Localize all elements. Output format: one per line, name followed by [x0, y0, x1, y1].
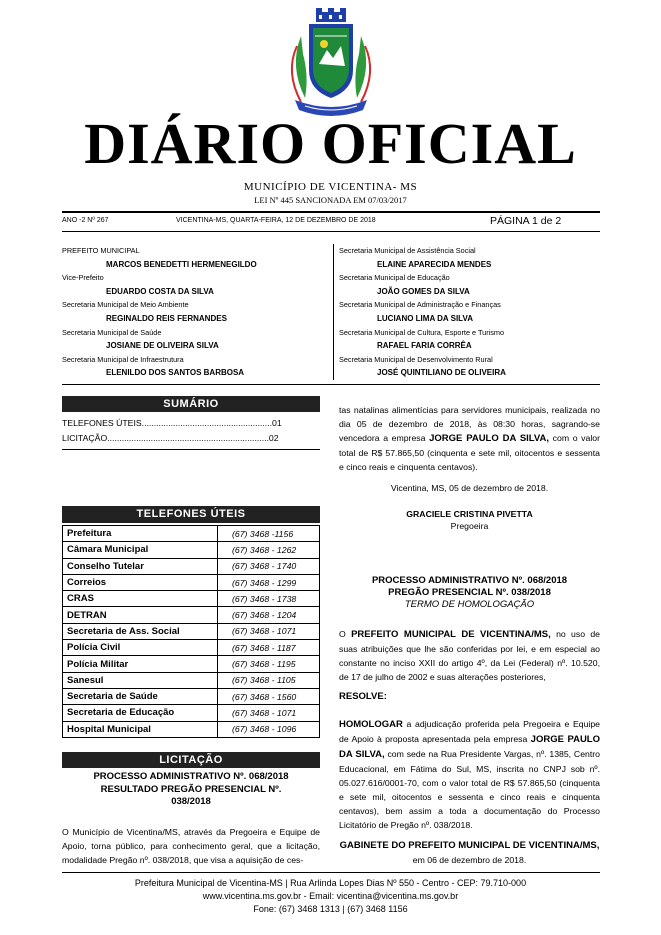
text: a adjudicação proferida pela Pregoeira e Equipe de Apoio à proposta apresentada pela empresa: [339, 719, 600, 744]
table-row: [63, 656, 320, 672]
divider: [62, 449, 320, 450]
staff-name: JOSIANE DE OLIVEIRA SILVA: [106, 341, 219, 351]
pregao-number: PREGÃO PRESENCIAL Nº. 038/2018: [388, 587, 551, 598]
staff-name: EDUARDO COSTA DA SILVA: [106, 286, 214, 296]
phone-number: (67) 3468 -1156: [218, 526, 320, 542]
company-name: JORGE PAULO DA SILVA,: [429, 433, 550, 444]
staff-name: ELAINE APARECIDA MENDES: [377, 259, 492, 269]
phone-service-name: Sanesul: [63, 672, 218, 688]
phone-number: (67) 3468 - 1204: [218, 607, 320, 623]
table-row: [63, 640, 320, 656]
staff-name: ELENILDO DOS SANTOS BARBOSA: [106, 368, 245, 378]
column-divider: [333, 244, 334, 380]
table-row: [63, 688, 320, 704]
resolve-label: RESOLVE:: [339, 691, 387, 702]
signer-name: GRACIELE CRISTINA PIVETTA: [406, 509, 533, 519]
process-number: PROCESSO ADMINISTRATIVO Nº. 068/2018: [371, 575, 568, 586]
summary-item: TELEFONES ÚTEIS......................................................01: [62, 418, 282, 428]
summary-list: [62, 416, 320, 445]
licitacao-paragraph: O Município de Vicentina/MS, através da Pregoeira e Equipe de Apoio, torna público, para conhecimento geral, que a licitação, modalidade Pregão nº. 038/2018, que visa a aquisição de ces-: [62, 827, 320, 865]
phone-service-name: Correios: [63, 574, 218, 590]
text: PREFEITO MUNICIPAL DE VICENTINA/MS,: [351, 629, 551, 640]
table-row: [63, 526, 320, 542]
phone-service-name: CRAS: [63, 591, 218, 607]
phone-number: (67) 3468 - 1096: [218, 721, 320, 737]
table-row: [63, 623, 320, 639]
staff-role: Secretaria Municipal de Desenvolvimento Rural: [339, 354, 493, 364]
phone-service-name: Secretaria de Saúde: [63, 688, 218, 704]
licitacao-title-line: PROCESSO ADMINISTRATIVO Nº. 068/2018: [93, 771, 289, 782]
masthead-title: DIÁRIO OFICIAL: [84, 111, 577, 176]
text: em 06 de dezembro de 2018.: [412, 855, 527, 865]
coat-of-arms-icon: [283, 6, 379, 118]
text: O: [339, 629, 352, 639]
phones-table: [62, 525, 320, 738]
licitacao-heading: LICITAÇÃO: [62, 752, 320, 768]
licitacao-title-line: 038/2018: [171, 796, 211, 807]
phone-service-name: Secretaria de Ass. Social: [63, 623, 218, 639]
edition-number: ANO -2 Nº 267: [62, 217, 109, 224]
issue-date: VICENTINA-MS, QUARTA-FEIRA, 12 DE DEZEMBRO DE 2018: [176, 217, 376, 224]
staff-left: [62, 244, 332, 380]
text: HOMOLOGAR: [339, 719, 403, 730]
staff-role: Secretaria Municipal de Educação: [339, 273, 450, 283]
staff-role: Secretaria Municipal de Meio Ambiente: [62, 300, 189, 310]
text: com sede na Rua Presidente Vargas, nº. 1385, Centro Educacional, em Fátima do Sul, MS, inscrita no CNPJ sob nº. 05.027.616/0001-70, com o valor total de R$ 57.865,50 (cinquenta e sete mil, oitocentos e sessenta e cinco reais e cinquenta centavos), bem assim a toda a documentação do Processo Licitatório de Pregão nº. 038/2018.: [339, 749, 601, 830]
staff-right: [339, 244, 601, 380]
staff-name: RAFAEL FARIA CORRÊA: [377, 341, 472, 351]
footer-address: Prefeitura Municipal de Vicentina-MS | Rua Arlinda Lopes Dias Nº 550 - Centro - CEP: 79.710-000: [134, 878, 527, 888]
divider: [62, 231, 600, 232]
phone-service-name: Câmara Municipal: [63, 542, 218, 558]
staff-name: MARCOS BENEDETTI HERMENEGILDO: [106, 259, 257, 269]
staff-name: REGINALDO REIS FERNANDES: [106, 313, 227, 323]
table-row: [63, 542, 320, 558]
staff-name: LUCIANO LIMA DA SILVA: [377, 313, 473, 323]
company-name: JORGE PAULO DA SILVA,: [339, 734, 601, 760]
summary-heading: SUMÁRIO: [62, 396, 320, 412]
footer: [0, 877, 661, 916]
page-number: PÁGINA 1 de 2: [490, 215, 562, 227]
place-date: Vicentina, MS, 05 de dezembro de 2018.: [390, 483, 549, 493]
table-row: [63, 574, 320, 590]
phone-service-name: Prefeitura: [63, 526, 218, 542]
phone-number: (67) 3468 - 1299: [218, 574, 320, 590]
phone-number: (67) 3468 - 1187: [218, 640, 320, 656]
phone-service-name: Secretaria de Educação: [63, 705, 218, 721]
footer-web: www.vicentina.ms.gov.br - Email: vicentina@vicentina.ms.gov.br: [202, 891, 459, 901]
staff-role: Secretaria Municipal de Infraestrutura: [62, 354, 184, 364]
phone-number: (67) 3468 - 1560: [218, 688, 320, 704]
table-row: [63, 607, 320, 623]
divider: [62, 384, 600, 385]
homologation-heading: [339, 575, 600, 611]
table-row: [63, 558, 320, 574]
homologation-intro: [339, 627, 600, 684]
footer-phone: Fone: (67) 3468 1313 | (67) 3468 1156: [253, 904, 408, 914]
phone-number: (67) 3468 - 1262: [218, 542, 320, 558]
phone-number: (67) 3468 - 1195: [218, 656, 320, 672]
staff-role: Secretaria Municipal de Cultura, Esporte e Turismo: [339, 327, 505, 337]
staff-role: PREFEITO MUNICIPAL: [62, 246, 140, 255]
award-paragraph: [339, 403, 600, 474]
phones-heading: TELEFONES ÚTEIS: [62, 506, 320, 523]
phone-number: (67) 3468 - 1738: [218, 591, 320, 607]
table-row: [63, 591, 320, 607]
text: com o valor total de R$ 57.865,50 (cinquenta e sete mil, oitocentos e sessenta e cinco reais e cinquenta centavos).: [339, 433, 600, 472]
phone-service-name: Hospital Municipal: [63, 721, 218, 737]
table-row: [63, 705, 320, 721]
text: GABINETE DO PREFEITO MUNICIPAL DE VICENTINA/MS,: [339, 840, 600, 851]
summary-item: LICITAÇÃO...................................................................02: [62, 432, 279, 443]
signer-role: Pregoeira: [450, 521, 489, 531]
phone-number: (67) 3468 - 1105: [218, 672, 320, 688]
phone-number: (67) 3468 - 1071: [218, 623, 320, 639]
staff-name: JOSÉ QUINTILIANO DE OLIVEIRA: [377, 368, 506, 378]
licitacao-title-line: RESULTADO PREGÃO PRESENCIAL Nº.: [100, 783, 282, 795]
licitacao-title: [62, 771, 320, 809]
phone-service-name: Conselho Tutelar: [63, 558, 218, 574]
staff-role: Vice-Prefeito: [62, 273, 104, 283]
text: tas natalinas alimentícias para servidores municipais, realizada no dia 05 de dezembro de 2018, às 08:30 horas, sagrando-se vencedora a empresa: [339, 405, 600, 443]
text: no uso de suas atribuições que lhe são conferidas por lei, e em especial ao constante no inciso XXII do artigo 4º, da Lei (Federal) nº. 10.520, de 17 de julho de 2002 e suas alterações posteriores,: [339, 629, 601, 682]
staff-name: JOÃO GOMES DA SILVA: [377, 286, 470, 296]
phone-service-name: DETRAN: [63, 607, 218, 623]
phone-number: (67) 3468 - 1071: [218, 705, 320, 721]
law-reference: LEI Nº 445 SANCIONADA EM 07/03/2017: [254, 195, 407, 205]
termo-title: TERMO DE HOMOLOGAÇÃO: [404, 599, 535, 610]
phone-service-name: Polícia Civil: [63, 640, 218, 656]
divider: [62, 872, 600, 873]
staff-role: Secretaria Municipal de Assistência Social: [339, 246, 476, 255]
phone-service-name: Polícia Militar: [63, 656, 218, 672]
divider: [62, 211, 600, 213]
gabinete-line: [339, 838, 600, 867]
municipality-name: MUNICÍPIO DE VICENTINA- MS: [243, 181, 418, 193]
phone-number: (67) 3468 - 1740: [218, 558, 320, 574]
homologation-body: [339, 717, 600, 832]
staff-role: Secretaria Municipal de Administração e Finanças: [339, 300, 501, 310]
staff-role: Secretaria Municipal de Saúde: [62, 327, 162, 337]
table-row: [63, 672, 320, 688]
table-row: [63, 721, 320, 737]
